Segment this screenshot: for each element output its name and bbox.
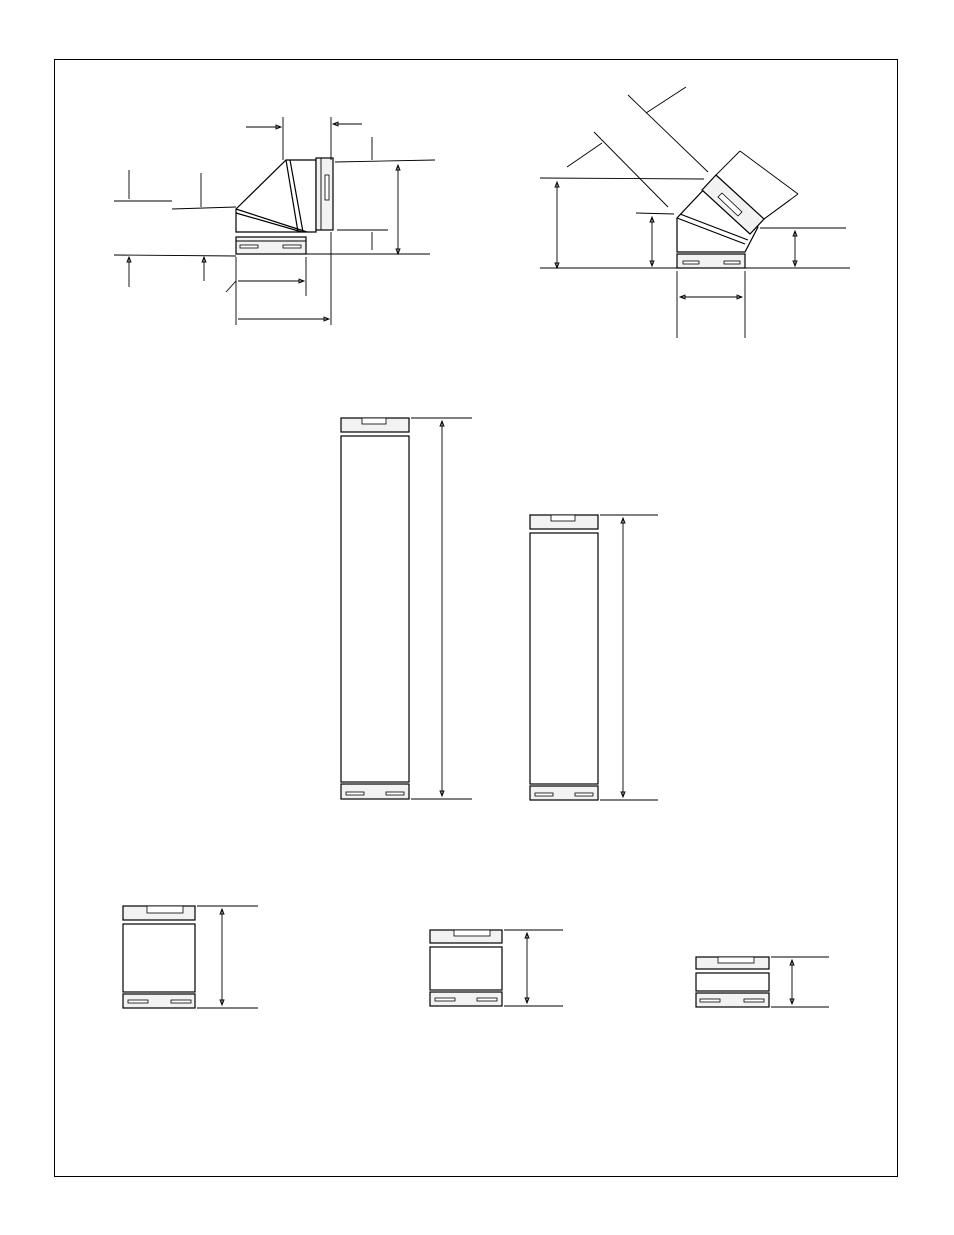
elbow-90-bottom-slot-right bbox=[283, 245, 301, 248]
elbow-90-drawing bbox=[114, 117, 435, 325]
elbow-45-bottom-slot-right bbox=[724, 261, 740, 264]
elbow-45-bottom-slot-left bbox=[683, 261, 699, 264]
elbow-90-body bbox=[236, 160, 316, 232]
pipe-short-1-body bbox=[123, 924, 195, 992]
elbow-45-drawing bbox=[540, 87, 850, 338]
elbow-90-bottom-slot-left bbox=[240, 245, 258, 248]
pipe-medium-body bbox=[530, 533, 598, 784]
pipe-medium-drawing bbox=[530, 515, 658, 800]
elbow-90-side-collar bbox=[316, 158, 333, 230]
pipe-long-bottom-collar bbox=[341, 784, 409, 799]
pipe-short-2-body bbox=[430, 947, 502, 990]
pipe-long-drawing bbox=[341, 418, 472, 799]
pipe-short-1-drawing bbox=[123, 906, 258, 1008]
pipe-short-2-drawing bbox=[430, 930, 563, 1006]
pipe-long-body bbox=[341, 436, 409, 782]
pipe-short-3-drawing bbox=[696, 957, 829, 1007]
pipe-short-3-body bbox=[696, 973, 769, 991]
elbow-90-side-slot bbox=[325, 175, 329, 200]
